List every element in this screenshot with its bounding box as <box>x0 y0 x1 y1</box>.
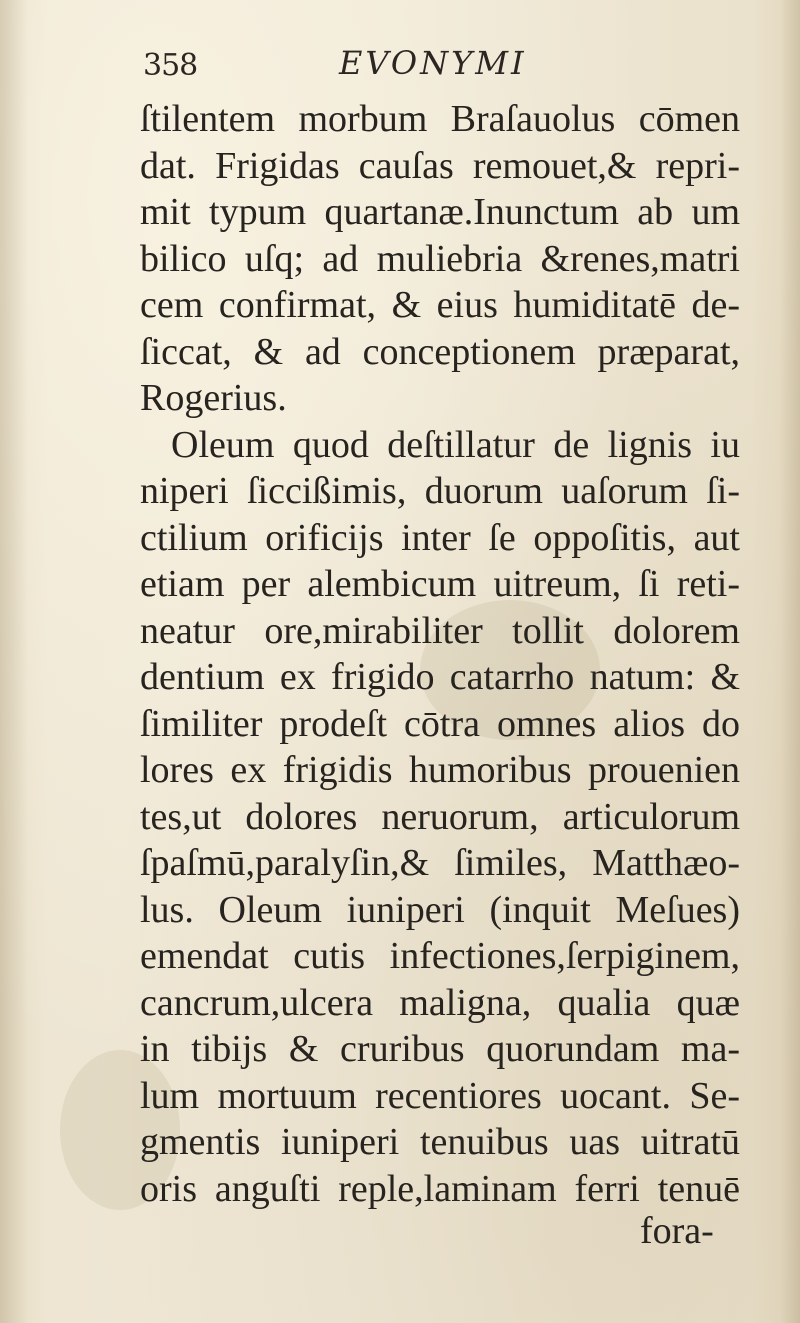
text-line: lus. Oleum iuniperi (inquit Meſues) <box>140 888 740 931</box>
text-line: in tibijs & cruribus quorundam ma- <box>140 1028 740 1070</box>
page-header <box>143 38 643 92</box>
text-line: niperi ſiccißimis, duorum uaſorum ſi- <box>140 470 740 512</box>
text-line: mit typum quartanæ.Inunctum ab um <box>140 191 740 233</box>
text-line: etiam per alembicum uitreum, ſi reti- <box>140 563 740 605</box>
text-line: oris anguſti reple,laminam ferri tenuē <box>140 1167 740 1210</box>
text-line: tes,ut dolores neruorum, articulorum <box>140 795 740 838</box>
catchword: fora- <box>640 1210 714 1252</box>
text-line: ctilium orificijs inter ſe oppoſitis, aut <box>140 516 740 559</box>
text-line: dat. Frigidas cauſas remouet,& repri- <box>140 144 740 187</box>
text-line: cancrum,ulcera maligna, qualia quæ <box>140 981 740 1024</box>
text-line: ſtilentem morbum Braſauolus cōmen <box>140 98 740 140</box>
text-line: gmentis iuniperi tenuibus uas uitratū <box>140 1121 740 1163</box>
text-line: bilico uſq; ad muliebria &renes,matri <box>140 237 740 280</box>
body-text <box>140 96 740 1212</box>
text-line: lores ex frigidis humoribus prouenien <box>140 749 740 791</box>
text-line: lum mortuum recentiores uocant. Se- <box>140 1074 740 1117</box>
text-line: Rogerius. <box>140 377 287 419</box>
text-line: dentium ex frigido catarrho natum: & <box>140 656 740 698</box>
text-line: emendat cutis infectiones,ſerpiginem, <box>140 935 740 977</box>
gutter-shadow <box>0 0 28 1323</box>
page-edge-shadow <box>780 0 800 1323</box>
text-line: cem confirmat, & eius humiditatē de- <box>140 284 740 326</box>
text-line: neatur ore,mirabiliter tollit dolorem <box>140 609 740 652</box>
running-head: EVONYMI <box>339 44 527 82</box>
text-line: ſimiliter prodeſt cōtra omnes alios do <box>140 702 740 745</box>
text-line: ſpaſmū,paralyſin,& ſimiles, Matthæo- <box>140 842 740 884</box>
paragraph-start-line: Oleum quod deſtillatur de lignis iu <box>171 423 740 466</box>
page-number: 358 <box>143 48 198 83</box>
text-line: ſiccat, & ad conceptionem præparat, <box>140 330 740 373</box>
